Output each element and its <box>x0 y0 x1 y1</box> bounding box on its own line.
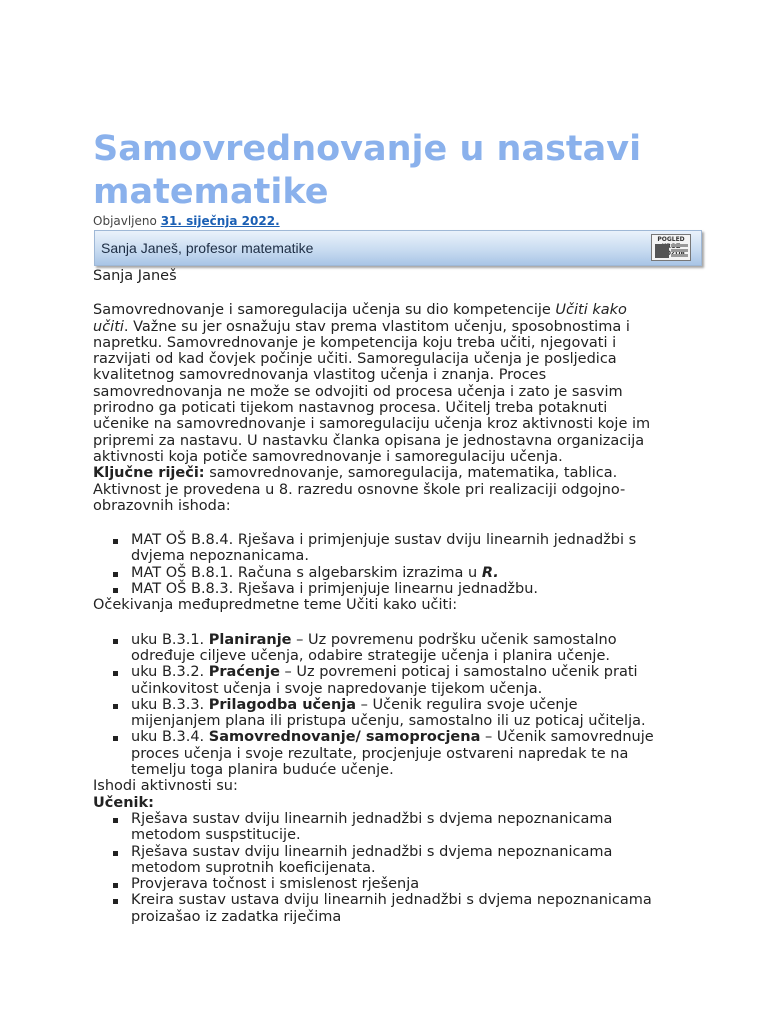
keywords-label: Ključne riječi: <box>93 465 205 482</box>
author-banner <box>94 230 702 266</box>
list-item: MAT OŠ B.8.3. Rješava i primjenjuje linearnu jednadžbu. <box>93 581 665 597</box>
list-item: uku B.3.2. Praćenje – Uz povremeni poticaj i samostalno učenik prati učinkovitost učenja i svoje napredovanje tijekom učenja. <box>93 664 665 697</box>
list-item: MAT OŠ B.8.1. Računa s algebarskim izrazima u R. <box>93 565 665 581</box>
article-title: Samovrednovanje u nastavi matematike <box>93 129 642 212</box>
results-list <box>93 811 665 925</box>
banner-text: Sanja Janeš, profesor matematike <box>101 240 314 256</box>
student-label: Učenik: <box>93 794 154 811</box>
author-name: Sanja Janeš <box>93 268 177 284</box>
list-item: Rješava sustav dviju linearnih jednadžbi s dvjema nepoznanicama metodom suspstitucije. <box>93 811 665 844</box>
expectations-label: Očekivanja međupredmetne teme Učiti kako učiti: <box>93 597 458 614</box>
list-item: Provjerava točnost i smislenost rješenja <box>93 876 665 892</box>
banner-logo-text: POGLED <box>657 236 685 243</box>
intro-paragraph: Samovrednovanje i samoregulacija učenja su dio kompetencije Učiti kako učiti. Važne su jer osnažuju stav prema vlastitom učenju, sposobnostima i napretku. Samovrednovanje je kompetencija koju treba učiti, njegovati i razvijati od kad čovjek počinje učiti. Samoregulacija učenja je posljedica kvalitetnog samovrednovanja vlastitog učenja i znanja. Proces samovrednovanja ne može se odvojiti od procesa učenja i zato je sasvim prirodno ga poticati tijekom nastavnog procesa. Učitelj treba potaknuti učenike na samovrednovanje i samoregulaciju učenja kroz aktivnosti koje im pripremi za nastavu. U nastavku članka opisana je jednostavna organizacija aktivnosti koja potiče samovrednovanje i samoregulaciju učenja. <box>93 302 651 465</box>
newspaper-logo-icon <box>651 234 691 261</box>
list-item: uku B.3.4. Samovrednovanje/ samoprocjena – Učenik samovrednuje proces učenja i svoje rezultate, procjenjuje ostvareni napredak te na temelju toga planira buduće učenje. <box>93 729 665 778</box>
outcomes-list <box>93 532 665 597</box>
list-item: Kreira sustav ustava dviju linearnih jednadžbi s dvjema nepoznanicama proizašao iz zadatka riječima <box>93 892 665 925</box>
list-item: MAT OŠ B.8.4. Rješava i primjenjuje sustav dviju linearnih jednadžbi s dvjema nepoznanicama. <box>93 532 665 565</box>
activity-text: Aktivnost je provedena u 8. razredu osnovne škole pri realizaciji odgojno-obrazovnih ishoda: <box>93 481 626 514</box>
article <box>93 128 685 925</box>
list-item: uku B.3.3. Prilagodba učenja – Učenik regulira svoje učenje mijenjanjem plana ili pristupa učenju, samostalno ili uz poticaj učitelja. <box>93 697 665 730</box>
published-label: Objavljeno <box>93 214 157 228</box>
list-item: Rješava sustav dviju linearnih jednadžbi s dvjema nepoznanicama metodom suprotnih koeficijenata. <box>93 844 665 877</box>
list-item: uku B.3.1. Planiranje – Uz povremenu podršku učenik samostalno određuje ciljeve učenja, odabire strategije učenja i planira učenje. <box>93 632 665 665</box>
published-date-link[interactable]: 31. siječnja 2022. <box>160 214 280 228</box>
results-label: Ishodi aktivnosti su: <box>93 778 238 795</box>
published-meta <box>93 214 665 228</box>
keywords: Ključne riječi: samovrednovanje, samoregulacija, matematika, tablica. <box>93 465 618 482</box>
expectations-list <box>93 632 665 779</box>
